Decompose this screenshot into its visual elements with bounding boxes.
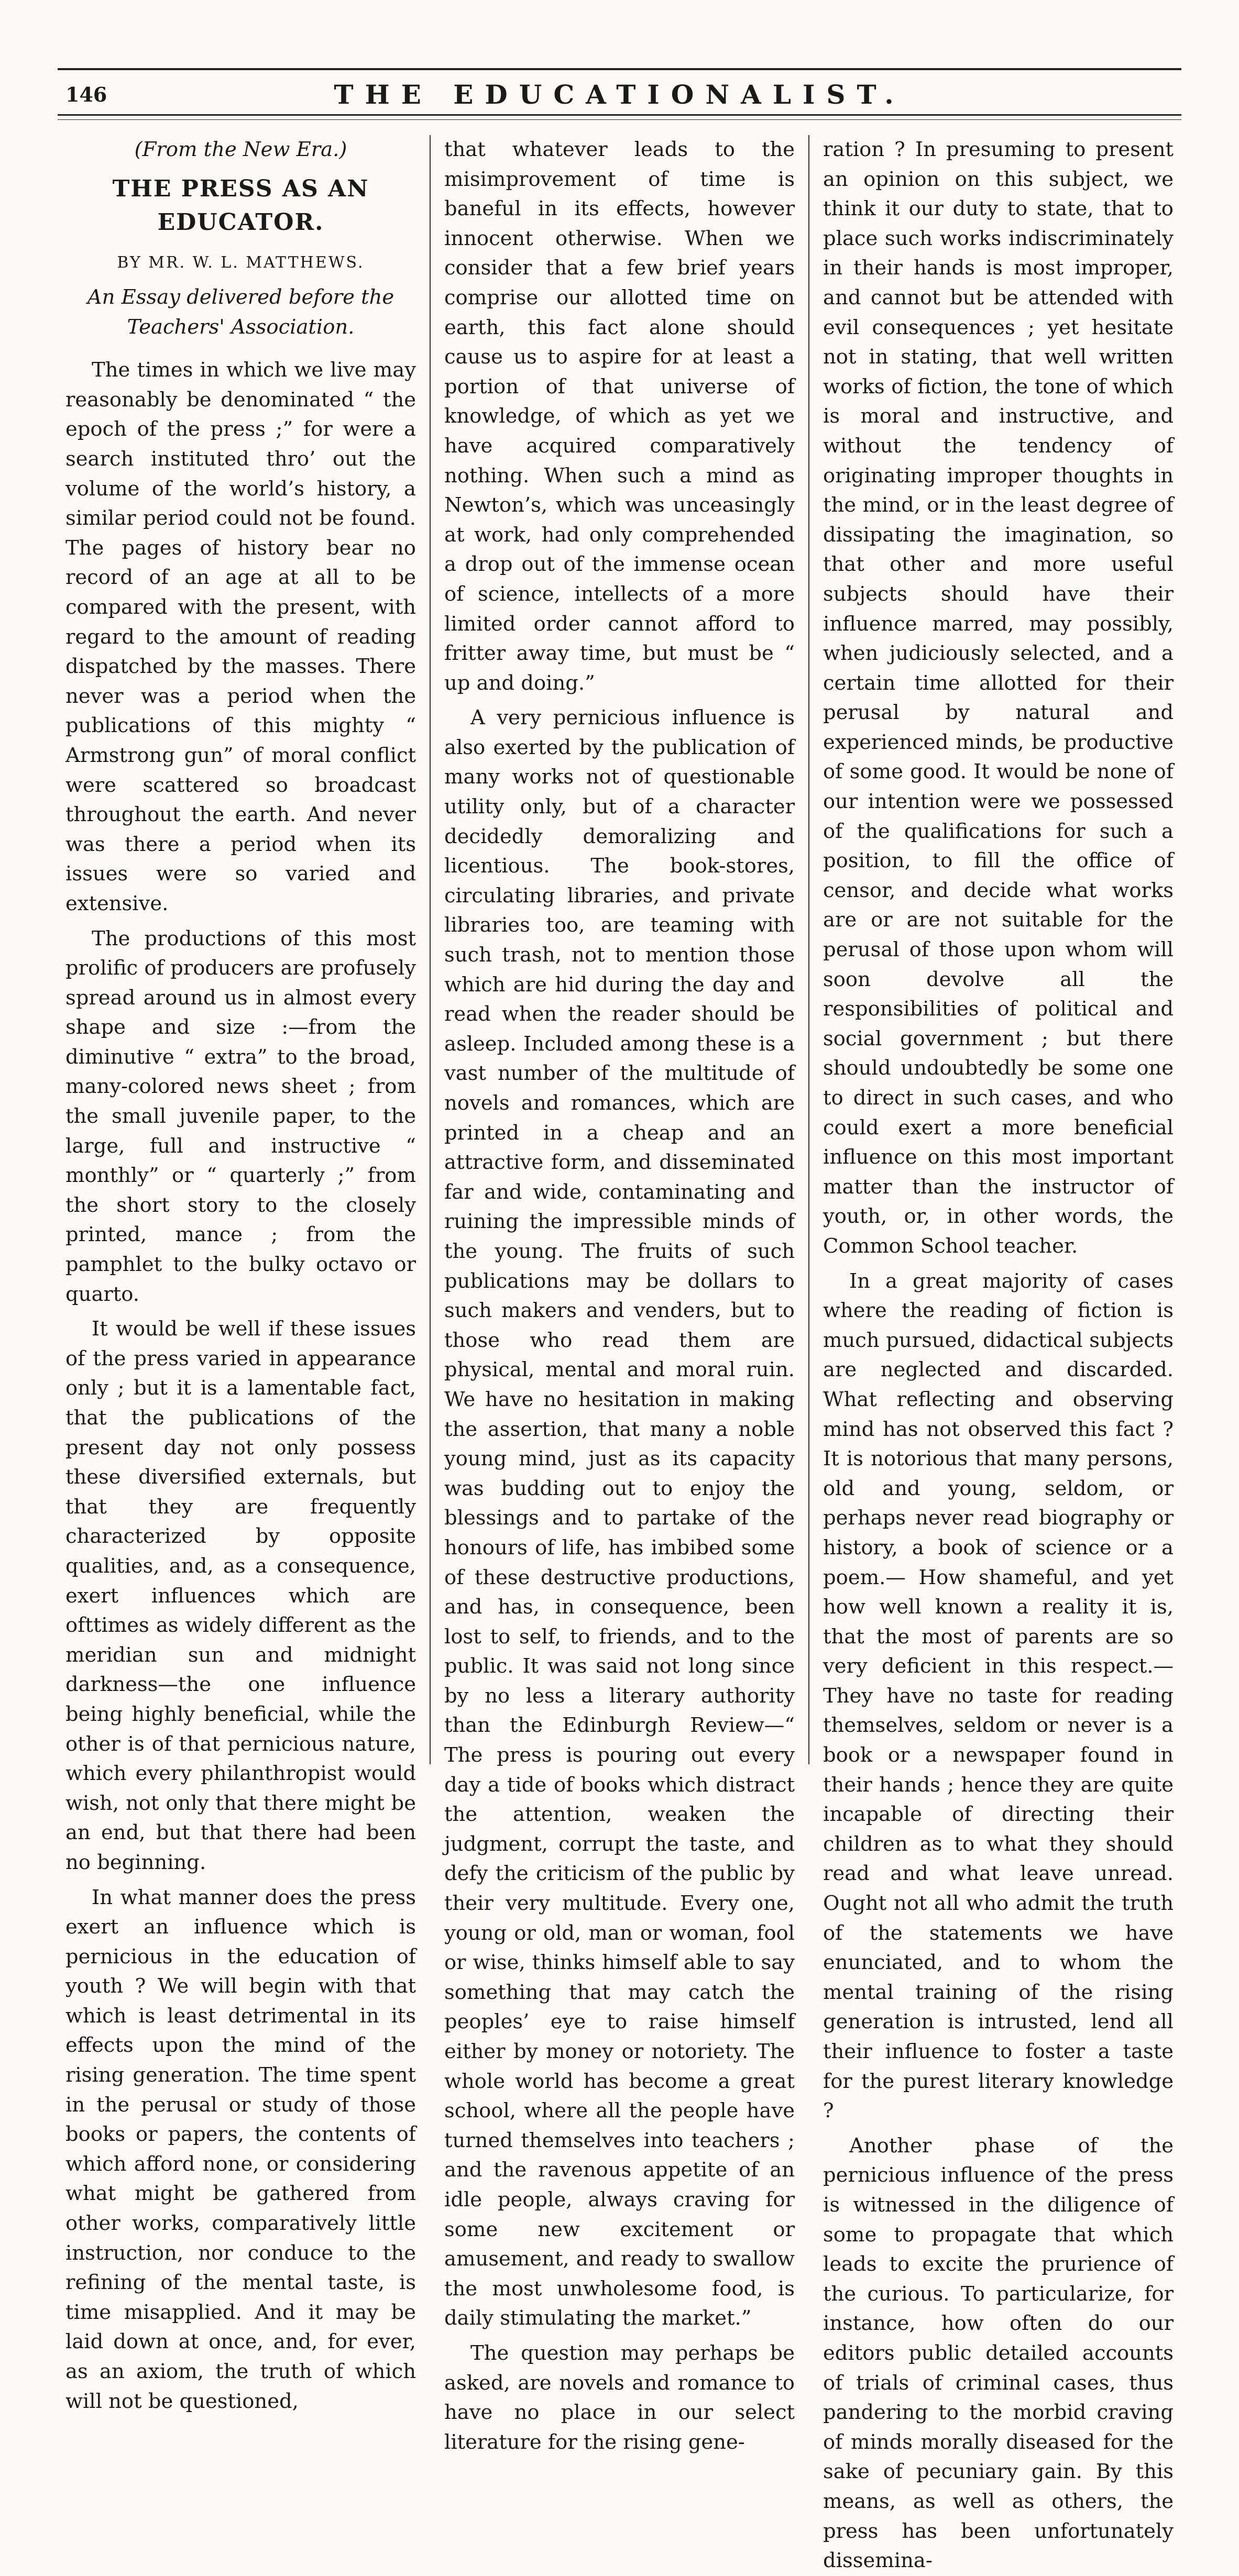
column-2 [430,135,808,2454]
paragraph: The productions of this most prolific of producers are profusely spread around us in almost every shape and size :—from the diminutive “ extra” to the broad, many-colored news sheet ; from the small juvenile paper, to the large, full and instructive “ monthly” or “ quarterly ;” from the short story to the closely printed, mance ; from the pamphlet to the bulky octavo or quarto. [65,926,416,1306]
article-source: (From the New Era.) [134,138,347,161]
header-rule [58,114,1181,116]
paragraph: A very pernicious influence is also exerted by the publication of many works not of questionable utility only, but of a character decidedly demoralizing and licentious. The book-stores, circulating libraries, and private libraries too, are teaming with such trash, not to mention those which are hid during the day and read when the reader should be asleep. Included among these is a vast number of the multitude of novels and romances, which are printed in a cheap and an attractive form, and disseminated far and wide, contaminating and ruining the impressible minds of the young. The fruits of such publications may be dollars to such makers and venders, but to those who read them are physical, mental and moral ruin. We have no hesitation in making the assertion, that many a noble young mind, just as its capacity was budding out to enjoy the blessings and to partake of the honours of life, has imbibed some of these destructive productions, and has, in consequence, been lost to self, to friends, and to the public. It was said not long since by no less a literary authority than the Edinburgh Review—“ The press is pouring out every day a tide of books which distract the attention, weaken the judgment, corrupt the taste, and defy the criticism of the public by their very multitude. Every one, young or old, man or woman, fool or wise, thinks himself able to say something that may catch the peoples’ eye to raise himself either by money or notoriety. The whole world has become a great school, where all the people have turned themselves into teachers ; and the ravenous appetite of an idle people, always craving for some new excitement or amusement, and ready to swallow the most unwholesome food, is daily stimulating the market.” [444,706,795,2330]
paragraph: In what manner does the press exert an influence which is pernicious in the education of youth ? We will begin with that which is least detrimental in its effects upon the mind of the rising generation. The time spent in the perusal or study of those books or papers, the contents of which afford none, or considering what might be gathered from other works, comparatively little instruction, nor conduce to the refining of the mental taste, is time misapplied. And it may be laid down at once, and, for ever, as an axiom, the truth of which will not be questioned, [65,1885,416,2413]
paragraph: The question may perhaps be asked, are novels and romance to have no place in our select literature for the rising gene- [444,2341,795,2454]
page-header [65,79,1174,110]
top-rule [58,68,1181,70]
article-columns [65,135,1174,2573]
article-byline: BY MR. W. L. MATTHEWS. [117,253,365,272]
header-rule-thin [58,119,1181,120]
paragraph: It would be well if these issues of the press varied in appearance only ; but it is a lamentable fact, that the publications of the present day not only possess these diversified externals, but that they are frequently characterized by opposite qualities, and, as a consequence, exert influences which are ofttimes as widely different as the meridian sun and midnight darkness—the one influence being highly beneficial, while the other is of that pernicious nature, which every philanthropist would wish, not only that there might be an end, but that there had been no beginning. [65,1317,416,1874]
paragraph: ration ? In presuming to present an opinion on this subject, we think it our duty to state, that to place such works indiscriminately in their hands is most improper, and cannot but be attended with evil consequences ; yet hesitate not in stating, that well written works of fiction, the tone of which is moral and instructive, and without the tendency of originating improper thoughts in the mind, or in the least degree of dissipating the imagination, so that other and more useful subjects should have their influence marred, may possibly, when judiciously selected, and a certain time allotted for their perusal by natural and experienced minds, be productive of some good. It would be none of our intention were we possessed of the qualifications for such a position, to fill the office of censor, and decide what works are or are not suitable for the perusal of those upon whom will soon devolve all the responsibilities of political and social government ; but there should undoubtedly be some one to direct in such cases, and who could exert a more beneficial influence on this most important matter than the instructor of youth, or, in other words, the Common School teacher. [823,138,1174,1258]
page-number: 146 [65,82,107,106]
paragraph: In a great majority of cases where the reading of fiction is much pursued, didactical subjects are neglected and discarded. What reflecting and observing mind has not observed this fact ? It is notorious that many persons, old and young, seldom, or perhaps never read biography or history, a book of science or a poem.— How shameful, and yet how well known a reality it is, that the most of parents are so very deficient in this respect.— They have no taste for reading themselves, seldom or never is a book or a newspaper found in their hands ; hence they are quite incapable of directing their children as to what they should read and what leave unread. Ought not all who admit the truth of the statements we have enunciated, and to whom the mental training of the rising generation is intrusted, lend all their influence to foster a taste for the purest literary knowledge ? [823,1269,1174,2123]
article-subtitle: An Essay delivered before the Teachers' Association. [87,285,394,339]
paragraph: that whatever leads to the misimprovement of time is baneful in its effects, however innocent otherwise. When we consider that a few brief years comprise our allotted time on earth, this fact alone should cause us to aspire for at least a portion of that universe of knowledge, of which as yet we have acquired comparatively nothing. When such a mind as Newton’s, which was unceasingly at work, had only comprehended a drop out of the immense ocean of science, intellects of a more limited order cannot afford to fritter away time, but must be “ up and doing.” [444,138,795,695]
column-3 [808,135,1174,2573]
paragraph: Another phase of the pernicious influence of the press is witnessed in the diligence of some to propagate that which leads to excite the prurience of the curious. To particularize, for instance, how often do our editors public detailed accounts of trials of criminal cases, thus pandering to the morbid craving of minds morally diseased for the sake of pecuniary gain. By this means, as well as others, the press has been unfortunately dissemina- [823,2133,1174,2573]
masthead: THE EDUCATIONALIST. [334,79,905,110]
column-1 [65,135,430,2413]
paragraph: The times in which we live may reasonably be denominated “ the epoch of the press ;” for were a search instituted thro’ out the volume of the world’s history, a similar period could not be found. The pages of history bear no record of an age at all to be compared with the present, with regard to the amount of reading dispatched by the masses. There never was a period when the publications of this mighty “ Armstrong gun” of moral conflict were scattered so broadcast throughout the earth. And never was there a period when its issues were so varied and extensive. [65,358,416,915]
article-title: THE PRESS AS AN EDUCATOR. [112,175,369,236]
